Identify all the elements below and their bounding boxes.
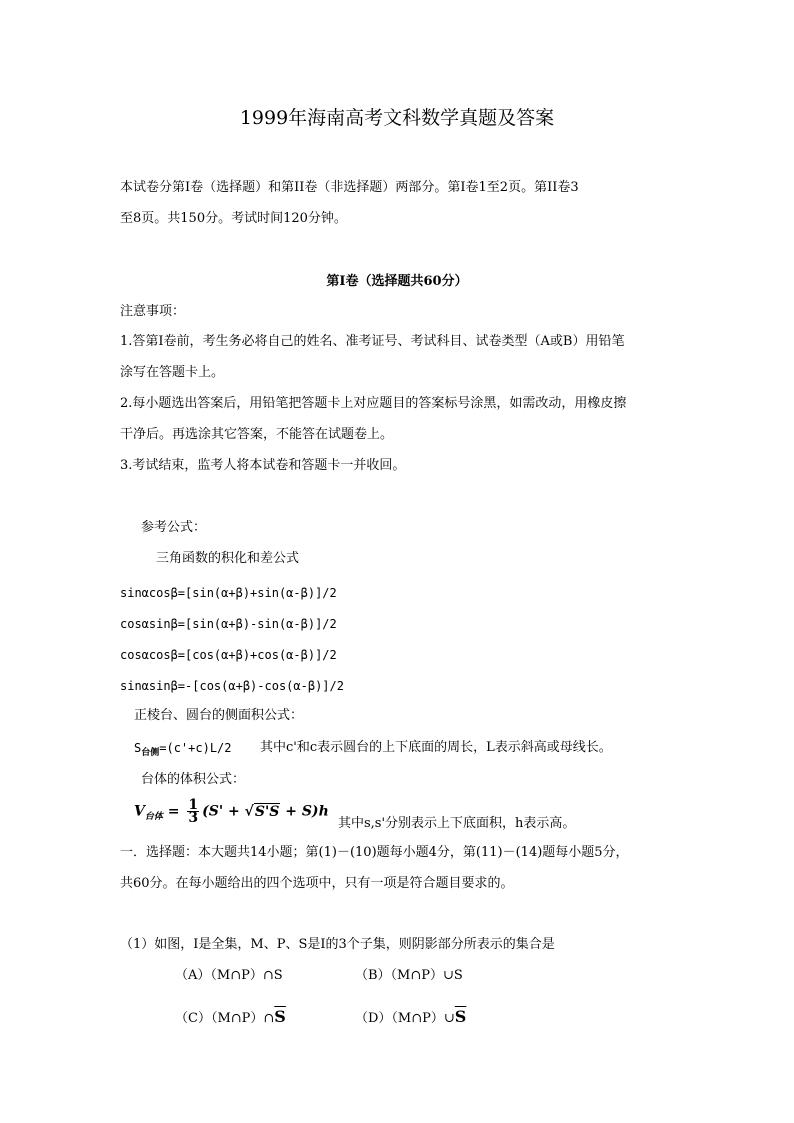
trig-heading: 三角函数的积化和差公式	[156, 551, 300, 566]
volume-h: h	[318, 803, 329, 820]
trig-formula-4: sinαsinβ=-[cos(α+β)-cos(α-β)]/2	[120, 679, 344, 693]
notes-heading: 注意事项：	[120, 304, 186, 319]
option-b: （B）（M∩P）∪S	[355, 968, 463, 983]
trig-formula-2: cosαsinβ=[sin(α+β)-sin(α-β)]/2	[120, 617, 337, 631]
option-c-prefix: （C）（M∩P）∩	[175, 1011, 275, 1026]
page-title: 1999年海南高考文科数学真题及答案	[239, 107, 555, 129]
frustum-formula-sub: 台侧	[141, 748, 160, 758]
option-a: （A）（M∩P）∩S	[175, 968, 283, 983]
fraction-denominator: 3	[188, 810, 199, 826]
option-d-prefix: （D）（M∩P）∪	[355, 1011, 455, 1026]
ref-heading: 参考公式：	[141, 520, 207, 535]
volume-open: (S' +	[202, 803, 245, 820]
volume-sqrt: S'S	[254, 803, 280, 820]
option-d-bar: $\overline{S}$	[454, 1007, 467, 1026]
intro-line-1: 本试卷分第Ⅰ卷（选择题）和第II卷（非选择题）两部分。第Ⅰ卷1至2页。第II卷3	[120, 180, 579, 195]
volume-lhs: V	[134, 803, 145, 820]
note-line-1: 1.答第Ⅰ卷前，考生务必将自己的姓名、准考证号、考试科目、试卷类型（A或B）用铅笔	[120, 334, 625, 349]
volume-fraction	[187, 799, 199, 824]
volume-formula: $V_{台体}$ = $\frac{1}{3}$ (S' + √S'S + S)h	[134, 797, 329, 826]
volume-eq: =	[167, 803, 180, 820]
option-c	[175, 1009, 286, 1027]
trig-formula-3: cosαcosβ=[cos(α+β)+cos(α-β)]/2	[120, 648, 337, 662]
note-line-4: 干净后。再选涂其它答案，不能答在试题卷上。	[120, 427, 394, 442]
note-line-3: 2.每小题选出答案后，用铅笔把答题卡上对应题目的答案标号涂黑，如需改动，用橡皮擦	[120, 396, 627, 411]
frustum-formula	[134, 740, 232, 758]
section-title: 第Ⅰ卷（选择题共60分）	[326, 274, 468, 289]
option-d	[355, 1009, 466, 1027]
fraction-numerator: 1	[188, 797, 199, 813]
frustum-heading: 正棱台、圆台的侧面积公式：	[134, 708, 304, 723]
volume-desc: 其中s,s'分别表示上下底面积，h表示高。	[338, 816, 576, 831]
frustum-formula-rest: =(c'+c)L/2	[159, 741, 232, 755]
volume-lhs-sub: 台体	[144, 811, 163, 822]
volume-heading: 台体的体积公式：	[141, 772, 246, 787]
volume-close: + S)	[280, 803, 319, 820]
frustum-desc: 其中c'和c表示圆台的上下底面的周长，L表示斜高或母线长。	[260, 740, 612, 755]
intro-line-2: 至8页。共150分。考试时间120分钟。	[120, 211, 347, 226]
note-line-2: 涂写在答题卡上。	[120, 365, 225, 380]
option-c-bar: $\overline{S}$	[274, 1007, 286, 1026]
part1-line-2: 共60分。在每小题给出的四个选项中，只有一项是符合题目要求的。	[120, 876, 514, 891]
trig-formula-1: sinαcosβ=[sin(α+β)+sin(α-β)]/2	[120, 586, 337, 600]
frustum-formula-s: S	[134, 741, 142, 755]
note-line-5: 3.考试结束，监考人将本试卷和答题卡一并收回。	[120, 458, 406, 473]
question-1: （1）如图，I是全集，M、P、S是I的3个子集，则阴影部分所表示的集合是	[120, 937, 555, 952]
part1-line-1: 一．选择题：本大题共14小题；第(1)－(10)题每小题4分，第(11)－(14)题每小题5分，	[120, 845, 629, 860]
